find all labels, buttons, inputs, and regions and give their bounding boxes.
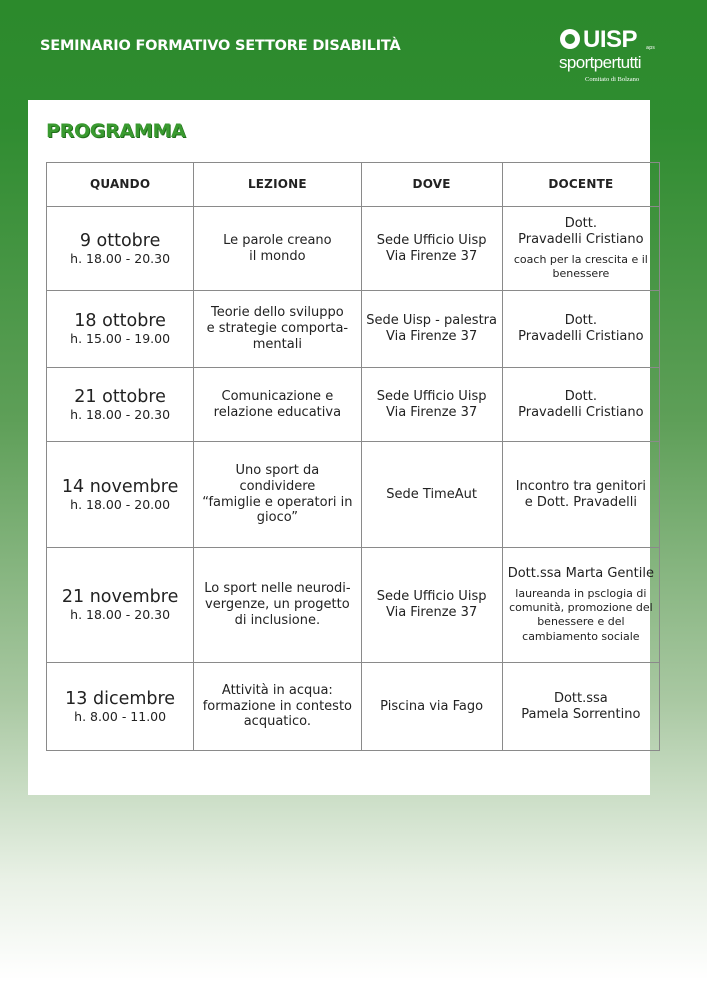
teacher-role — [507, 253, 655, 282]
header-when: QUANDO — [47, 163, 194, 207]
cell-lesson — [194, 442, 361, 548]
cell-where — [361, 442, 502, 548]
session-date: 13 dicembre — [65, 688, 176, 709]
cell-lesson — [194, 207, 361, 291]
teacher-name-line: Dott. — [564, 313, 597, 329]
cell-teacher — [502, 663, 659, 751]
section-title: PROGRAMMA — [46, 120, 186, 142]
session-date: 21 novembre — [61, 587, 179, 608]
cell-teacher — [502, 548, 659, 663]
session-date: 9 ottobre — [79, 230, 161, 251]
cell-teacher — [502, 207, 659, 291]
cell-where-line: Via Firenze 37 — [385, 404, 478, 420]
teacher-name-line: Incontro tra genitori — [515, 478, 647, 494]
cell-lesson-line: Comunicazione e — [221, 388, 334, 404]
table-row — [47, 207, 660, 291]
header-title: SEMINARIO FORMATIVO SETTORE DISABILITÀ — [40, 38, 401, 54]
table-row — [47, 663, 660, 751]
cell-lesson-line: mentali — [252, 336, 302, 352]
logo-aps: aps — [646, 45, 655, 51]
teacher-name-line: Dott. — [564, 215, 597, 231]
teacher-role — [507, 587, 655, 644]
cell-lesson-line: vergenze, un progetto — [205, 597, 350, 613]
teacher-role-line: laureanda in psclogia di — [515, 586, 647, 600]
cell-where-line: Via Firenze 37 — [385, 329, 478, 344]
cell-when — [47, 207, 194, 291]
cell-where — [361, 207, 502, 291]
teacher-role-line: comunità, promozione del — [509, 601, 653, 615]
cell-where — [361, 368, 502, 442]
cell-where — [361, 663, 502, 751]
cell-lesson-line: relazione educativa — [213, 404, 342, 420]
cell-where-line: Via Firenze 37 — [385, 248, 478, 264]
session-date: 18 ottobre — [74, 311, 166, 332]
session-hours: h. 8.00 - 11.00 — [74, 708, 167, 724]
session-hours: h. 18.00 - 20.30 — [70, 607, 171, 623]
cell-where-line: Via Firenze 37 — [385, 605, 478, 620]
cell-when — [47, 663, 194, 751]
table-row — [47, 368, 660, 442]
teacher-name-line: e Dott. Pravadelli — [524, 494, 637, 510]
session-hours: h. 18.00 - 20.30 — [70, 250, 171, 266]
session-hours: h. 18.00 - 20.00 — [70, 496, 171, 512]
cell-lesson-line: di inclusione. — [234, 612, 321, 628]
cell-teacher — [502, 442, 659, 548]
cell-when — [47, 291, 194, 368]
logo-ball-icon — [560, 29, 580, 49]
cell-lesson-line: Teorie dello sviluppo — [211, 305, 344, 321]
cell-where — [361, 548, 502, 663]
table-row — [47, 548, 660, 663]
logo-tagline: sportpertutti — [559, 53, 641, 72]
cell-when — [47, 442, 194, 548]
cell-teacher — [502, 291, 659, 368]
cell-lesson — [194, 663, 361, 751]
cell-teacher — [502, 368, 659, 442]
cell-where-line: Sede Ufficio Uisp — [376, 589, 487, 605]
teacher-name-line: Dott. — [564, 388, 597, 404]
cell-lesson-line: condividere — [239, 478, 316, 494]
session-date: 21 ottobre — [74, 386, 166, 407]
logo-subtitle: Comitato di Bolzano — [585, 76, 640, 83]
teacher-name-line: Pravadelli Cristiano — [518, 404, 644, 420]
program-table — [46, 162, 660, 751]
logo-name: UISP — [583, 26, 638, 53]
cell-lesson-line: Attività in acqua: — [221, 682, 333, 698]
cell-lesson-line: Le parole creano — [223, 232, 332, 248]
cell-lesson-line: acquatico. — [243, 714, 312, 730]
cell-where-line: Sede Uisp - palestra — [366, 313, 497, 329]
cell-lesson-line: il mondo — [249, 248, 306, 264]
session-hours: h. 15.00 - 19.00 — [70, 331, 171, 347]
cell-when — [47, 368, 194, 442]
cell-lesson-line: e strategie comporta- — [206, 321, 349, 337]
cell-where-line: Sede TimeAut — [386, 486, 477, 502]
table-row — [47, 291, 660, 368]
cell-lesson-line: formazione in contesto — [202, 698, 352, 714]
header-where: DOVE — [361, 163, 502, 207]
teacher-role-line: cambiamento sociale — [522, 629, 640, 643]
teacher-role-line: benessere — [552, 266, 610, 280]
cell-where-line: Sede Ufficio Uisp — [376, 388, 487, 404]
cell-where-line: Sede Ufficio Uisp — [376, 232, 487, 248]
cell-when — [47, 548, 194, 663]
session-hours: h. 18.00 - 20.30 — [70, 406, 171, 422]
teacher-name-line: Pamela Sorrentino — [521, 706, 641, 722]
uisp-logo — [558, 26, 668, 86]
cell-lesson-line: Uno sport da — [235, 462, 320, 478]
teacher-role-line: benessere e del — [537, 615, 625, 629]
teacher-name-line: Pravadelli Cristiano — [518, 231, 644, 247]
cell-where-line: Piscina via Fago — [380, 698, 484, 714]
table-header-row — [47, 163, 660, 207]
teacher-role-line: coach per la crescita e il — [513, 252, 648, 266]
table-row — [47, 442, 660, 548]
header-lesson: LEZIONE — [194, 163, 361, 207]
cell-lesson — [194, 291, 361, 368]
cell-lesson — [194, 368, 361, 442]
teacher-name-line: Dott.ssa Marta Gentile — [507, 565, 654, 581]
cell-lesson-line: “famiglie e operatori in — [202, 494, 353, 510]
cell-lesson-line: Lo sport nelle neurodi- — [204, 581, 351, 597]
session-date: 14 novembre — [61, 476, 179, 497]
cell-where — [361, 291, 502, 368]
cell-lesson — [194, 548, 361, 663]
teacher-name-line: Dott.ssa — [553, 690, 608, 706]
cell-lesson-line: gioco” — [256, 510, 298, 526]
header-teacher: DOCENTE — [502, 163, 659, 207]
program-panel — [28, 100, 654, 795]
teacher-name-line: Pravadelli Cristiano — [518, 329, 644, 344]
